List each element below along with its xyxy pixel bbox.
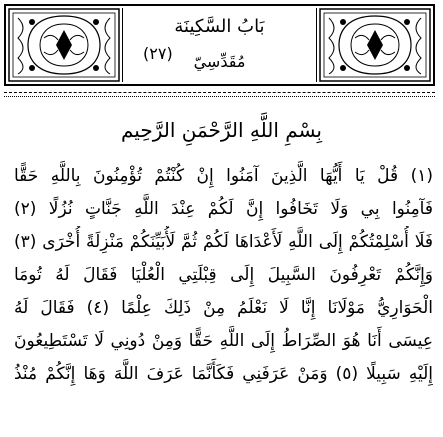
verse-line: فَلَا أُسْلِمْتُكُمْ إِلَى اللَّهِ لَأَعْدَاهَا لَكُمْ ثُمَّ لَأُبَيِّنَكُمْ مَنْزِلَةً أُخْرَى (٣) <box>14 232 433 252</box>
verse-line: الْحَوَارِيُّ مَوْلَانَا إِنَّا لَا نَعْلَمُ مِنْ ذَلِكَ عِلْمًا (٤) فَقَالَ لَهُ <box>14 298 433 318</box>
verse-text-block <box>14 160 433 391</box>
verse-line: إِلَيْهِ سَبِيلًا (٥) وَمَنْ عَرَفَنِي فَكَأَنَّمَا عَرَفَ اللَّهَ وَهَا إِنَّكُمْ مُنْذُ <box>14 364 433 384</box>
chapter-title: بَابُ السَّكِينَة <box>174 16 265 37</box>
chapter-title-box <box>122 8 317 82</box>
chapter-subtitle: مُقَدِّسِيّ <box>193 52 246 71</box>
arabesque-ornament-right-icon <box>319 8 431 82</box>
divider-dotted <box>4 96 435 97</box>
verse-line: (١) قُلْ يَا أَيُّهَا الَّذِينَ آمَنُوا إِنْ كُنْتُمْ تُؤْمِنُونَ بِاللَّهِ حَقًّا <box>14 166 433 186</box>
basmala-heading: بِسْمِ اللَّهِ الرَّحْمَنِ الرَّحِيم <box>120 118 322 142</box>
divider-dashed <box>4 92 435 93</box>
arabesque-ornament-left-icon <box>8 8 120 82</box>
verse-line: عِيسَى أَنَا هُوَ الصِّرَاطُ إِلَى اللَّهِ حَقًّا وَمِنْ دُونِي لَا تَسْتَطِيعُونَ <box>14 331 433 351</box>
verse-line: وَإِنَّكُمْ تَعْرِفُونَ السَّبِيلَ إِلَى قِبْلَتِي الْعُلْيَا فَقَالَ لَهُ تُومَا <box>14 265 433 285</box>
verse-line: فَآمِنُوا بِي وَلَا تَخَافُوا إِنَّ لَكُمْ عِنْدَ اللَّهِ جَنَّاتٍ نُزُلًا (٢) <box>14 199 433 219</box>
ornamental-header <box>4 4 435 86</box>
chapter-number: (٢٧) <box>143 44 173 63</box>
